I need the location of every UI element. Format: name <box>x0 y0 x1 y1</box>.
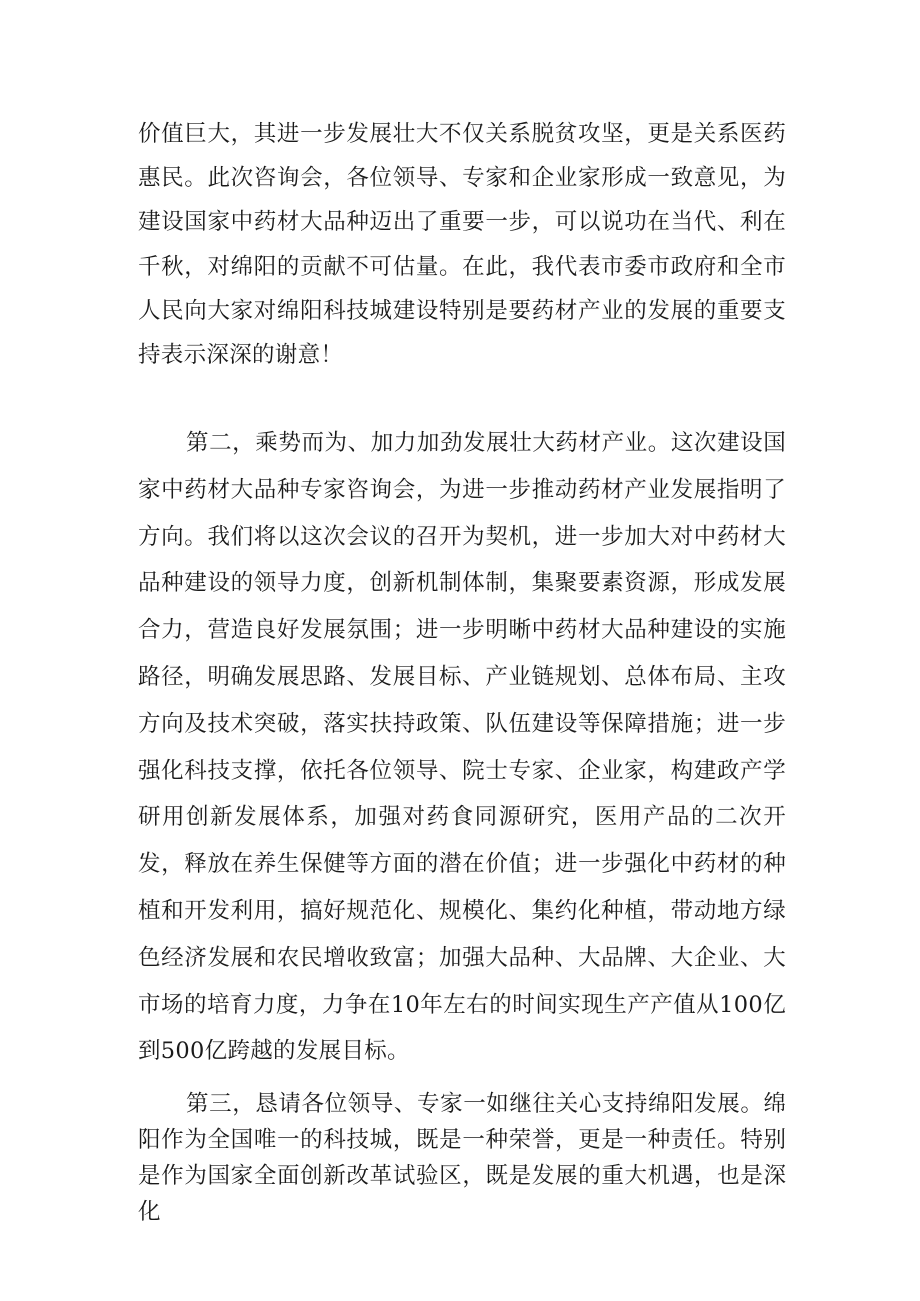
paragraph-second-point: 第二，乘势而为、加力加劲发展壮大药材产业。这次建设国家中药材大品种专家咨询会，为进一步推动药材产业发展指明了方向。我们将以这次会议的召开为契机，进一步加大对中药材大品种建设的领导力度，创新机制体制，集聚要素资源，形成发展合力，营造良好发展氛围；进一步明晰中药材大品种建设的实施路径，明确发展思路、发展目标、产业链规划、总体布局、主攻方向及技术突破，落实扶持政策、队伍建设等保障措施；进一步强化科技支撑，依托各位领导、院士专家、企业家，构建政产学研用创新发展体系，加强对药食同源研究，医用产品的二次开发，释放在养生保健等方面的潜在价值；进一步强化中药材的种植和开发利用，搞好规范化、规模化、集约化种植，带动地方绿色经济发展和农民增收致富；加强大品种、大品牌、大企业、大市场的培育力度，力争在10年左右的时间实现生产产值从100亿到500亿跨越的发展目标。 <box>138 430 786 1065</box>
paragraph-third-point: 第三，恳请各位领导、专家一如继往关心支持绵阳发展。绵阳作为全国唯一的科技城，既是一种荣誉，更是一种责任。特别是作为国家全面创新改革试验区，既是发展的重大机遇，也是深化 <box>138 1091 786 1225</box>
paragraph-closing-thanks: 价值巨大，其进一步发展壮大不仅关系脱贫攻坚，更是关系医药惠民。此次咨询会，各位领导、专家和企业家形成一致意见，为建设国家中药材大品种迈出了重要一步，可以说功在当代、利在千秋，对绵阳的贡献不可估量。在此，我代表市委市政府和全市人民向大家对绵阳科技城建设特别是要药材产业的发展的重要支持表示深深的谢意！ <box>138 121 786 369</box>
